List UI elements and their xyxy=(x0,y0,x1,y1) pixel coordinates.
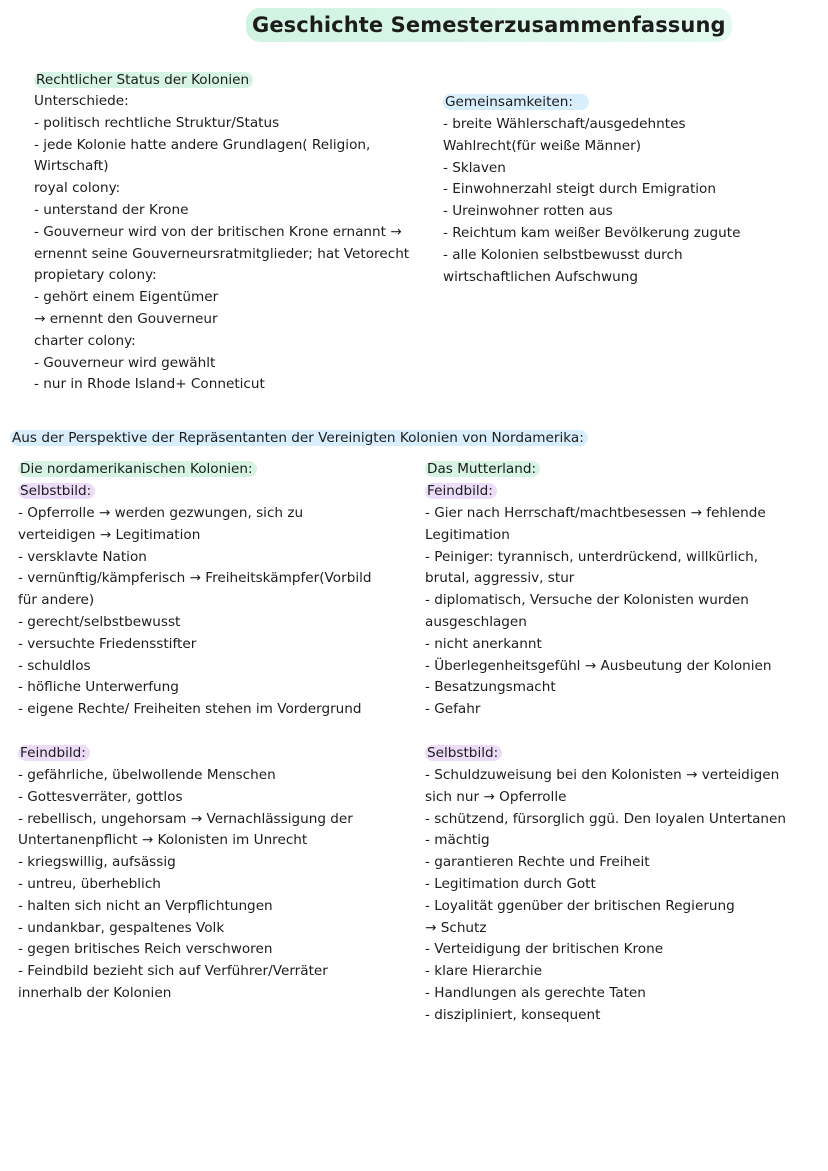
list-item: - gehört einem Eigentümer xyxy=(34,289,219,306)
colonies-enemyimage-label xyxy=(18,743,90,765)
list-item: sich nur → Opferrolle xyxy=(425,788,567,805)
list-item: - diszipliniert, konsequent xyxy=(425,1006,601,1023)
list-item: ernennt seine Gouverneursratmitglieder; hat Vetorecht xyxy=(34,245,410,262)
list-item: - Gouverneur wird von der britischen Krone ernannt → xyxy=(34,223,402,240)
motherland-selfimage-label xyxy=(425,743,502,765)
status-differences-list xyxy=(34,91,409,396)
list-item: → Schutz xyxy=(425,919,487,936)
list-item: brutal, aggressiv, stur xyxy=(425,570,575,587)
list-item: - diplomatisch, Versuche der Kolonisten wurden xyxy=(425,592,749,609)
list-item: - jede Kolonie hatte andere Grundlagen( Religion, xyxy=(34,136,371,153)
list-item: verteidigen → Legitimation xyxy=(18,526,201,543)
list-item: - schützend, fürsorglich ggü. Den loyalen Untertanen xyxy=(425,810,786,827)
colonies-selfimage-label xyxy=(18,481,95,503)
page-title: Geschichte Semesterzusammenfassung xyxy=(246,8,732,42)
colonies-enemyimage-list xyxy=(18,765,353,1005)
list-item: - Gottesverräter, gottlos xyxy=(18,788,183,805)
list-item: - Loyalität ggenüber der britischen Regierung xyxy=(425,897,735,914)
list-item: - Gouverneur wird gewählt xyxy=(34,354,216,371)
list-item: - Feindbild bezieht sich auf Verführer/Verräter xyxy=(18,963,328,980)
motherland-selfimage-list xyxy=(425,765,786,1027)
list-item: für andere) xyxy=(18,592,95,609)
list-item: - garantieren Rechte und Freiheit xyxy=(425,854,650,871)
list-item: - Besatzungsmacht xyxy=(425,679,556,696)
perspective-heading-text: Aus der Perspektive der Repräsentanten der Vereinigten Kolonien von Nordamerika: xyxy=(10,430,588,446)
list-item: royal colony: xyxy=(34,180,121,197)
commonalities-heading xyxy=(443,92,589,114)
list-item: - gefährliche, übelwollende Menschen xyxy=(18,767,276,783)
motherland-heading-text: Das Mutterland: xyxy=(425,461,540,477)
list-item: - klare Hierarchie xyxy=(425,963,542,980)
list-item: - kriegswillig, aufsässig xyxy=(18,854,176,871)
list-item: - Gefahr xyxy=(425,701,481,718)
motherland-enemyimage-label-text: Feindbild: xyxy=(425,483,497,499)
list-item: ausgeschlagen xyxy=(425,613,527,630)
list-item: - politisch rechtliche Struktur/Status xyxy=(34,114,280,131)
list-item: → ernennt den Gouverneur xyxy=(34,310,218,327)
list-item: - Peiniger: tyrannisch, unterdrückend, willkürlich, xyxy=(425,548,759,565)
list-item: - vernünftig/kämpferisch → Freiheitskämpfer(Vorbild xyxy=(18,570,372,587)
list-item: - undankbar, gespaltenes Volk xyxy=(18,919,225,936)
list-item: - breite Wählerschaft/ausgedehntes xyxy=(443,116,686,132)
motherland-heading xyxy=(425,459,540,481)
list-item: Unterschiede: xyxy=(34,93,129,109)
list-item: - untreu, überheblich xyxy=(18,875,161,892)
status-heading xyxy=(34,70,253,92)
motherland-enemyimage-label xyxy=(425,481,497,503)
list-item: - Reichtum kam weißer Bevölkerung zugute xyxy=(443,224,741,241)
list-item: propietary colony: xyxy=(34,267,157,284)
colonies-heading-text: Die nordamerikanischen Kolonien: xyxy=(18,461,257,477)
list-item: Legitimation xyxy=(425,526,510,543)
list-item: - Handlungen als gerechte Taten xyxy=(425,984,646,1001)
list-item: wirtschaftlichen Aufschwung xyxy=(443,268,638,285)
list-item: - Überlegenheitsgefühl → Ausbeutung der Kolonien xyxy=(425,657,772,674)
list-item: innerhalb der Kolonien xyxy=(18,984,172,1001)
list-item: - nur in Rhode Island+ Conneticut xyxy=(34,376,265,393)
colonies-selfimage-label-text: Selbstbild: xyxy=(18,483,95,499)
list-item: Untertanenpflicht → Kolonisten im Unrecht xyxy=(18,832,308,849)
list-item: - Opferrolle → werden gezwungen, sich zu xyxy=(18,505,304,521)
status-heading-text: Rechtlicher Status der Kolonien xyxy=(34,72,253,88)
list-item: Wirtschaft) xyxy=(34,158,109,175)
list-item: - gerecht/selbstbewusst xyxy=(18,613,181,630)
list-item: - Verteidigung der britischen Krone xyxy=(425,941,664,958)
list-item: Wahlrecht(für weiße Männer) xyxy=(443,137,642,154)
list-item: - schuldlos xyxy=(18,657,91,674)
list-item: - Ureinwohner rotten aus xyxy=(443,203,613,220)
list-item: - gegen britisches Reich verschworen xyxy=(18,941,273,958)
motherland-selfimage-label-text: Selbstbild: xyxy=(425,745,502,761)
list-item: - Gier nach Herrschaft/machtbesessen → fehlende xyxy=(425,505,766,521)
list-item: - versuchte Friedensstifter xyxy=(18,635,197,652)
list-item: - Sklaven xyxy=(443,159,506,176)
list-item: - eigene Rechte/ Freiheiten stehen im Vordergrund xyxy=(18,701,362,718)
list-item: - halten sich nicht an Verpflichtungen xyxy=(18,897,273,914)
list-item: - nicht anerkannt xyxy=(425,635,542,652)
list-item: - höfliche Unterwerfung xyxy=(18,679,179,696)
perspective-heading xyxy=(10,428,588,450)
status-commonalities-list xyxy=(443,114,740,288)
list-item: - rebellisch, ungehorsam → Vernachlässigung der xyxy=(18,810,353,827)
list-item: - Legitimation durch Gott xyxy=(425,875,596,892)
list-item: - Schuldzuweisung bei den Kolonisten → verteidigen xyxy=(425,767,780,783)
list-item: - versklavte Nation xyxy=(18,548,147,565)
colonies-enemyimage-label-text: Feindbild: xyxy=(18,745,90,761)
motherland-enemyimage-list xyxy=(425,503,772,721)
list-item: - unterstand der Krone xyxy=(34,201,189,218)
list-item: charter colony: xyxy=(34,332,136,349)
list-item: - alle Kolonien selbstbewusst durch xyxy=(443,246,683,263)
list-item: - Einwohnerzahl steigt durch Emigration xyxy=(443,181,716,198)
colonies-selfimage-list xyxy=(18,503,372,721)
list-item: - mächtig xyxy=(425,832,490,849)
commonalities-heading-text: Gemeinsamkeiten: xyxy=(443,94,589,110)
colonies-heading xyxy=(18,459,257,481)
